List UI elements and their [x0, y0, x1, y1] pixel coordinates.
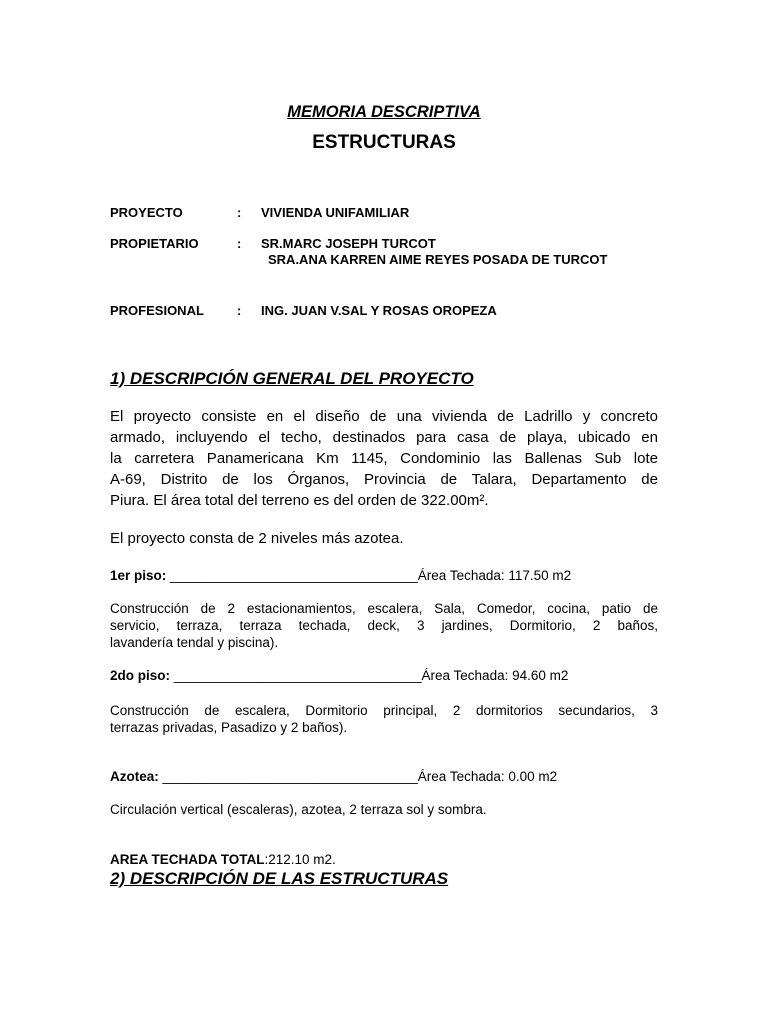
professional-label: PROFESIONAL [110, 303, 204, 318]
total-area-value: :212.10 m2. [264, 852, 336, 867]
description-line: Construcción de 2 estacionamientos, escalera, Sala, Comedor, cocina, patio de [110, 601, 658, 616]
paragraph-line: armado, incluyendo el techo, destinados para casa de playa, ubicado en [110, 429, 658, 446]
project-value: VIVIENDA UNIFAMILIAR [261, 205, 410, 220]
owner-value-1: SR.MARC JOSEPH TURCOT [261, 236, 436, 251]
project-label: PROYECTO [110, 205, 183, 220]
floor-2-row [110, 668, 568, 683]
section-1-title: 1) DESCRIPCIÓN GENERAL DEL PROYECTO [110, 369, 474, 388]
roof-row [110, 769, 557, 784]
roof-area: __________________________________Área Techada: 0.00 m2 [158, 769, 558, 784]
levels-text: El proyecto consta de 2 niveles más azotea. [110, 530, 404, 547]
owner-label: PROPIETARIO [110, 236, 199, 251]
owner-colon: : [237, 236, 242, 251]
paragraph-line: A-69, Distrito de los Órganos, Provincia de Talara, Departamento de [110, 471, 658, 488]
description-line: Construcción de escalera, Dormitorio principal, 2 dormitorios secundarios, 3 [110, 703, 658, 718]
floor-1-row [110, 568, 571, 583]
document-subtitle: ESTRUCTURAS [312, 132, 456, 153]
floor-1-area: _________________________________Área Techada: 117.50 m2 [166, 568, 572, 583]
project-colon: : [237, 205, 242, 220]
roof-description: Circulación vertical (escaleras), azotea, 2 terraza sol y sombra. [110, 802, 487, 817]
floor-2-area: _________________________________Área Techada: 94.60 m2 [170, 668, 569, 683]
section-1-paragraph [110, 406, 658, 511]
total-area-row [110, 852, 336, 867]
floor-2-label: 2do piso: [110, 668, 170, 683]
professional-colon: : [237, 303, 242, 318]
paragraph-line: Piura. El área total del terreno es del orden de 322.00m². [110, 492, 489, 509]
floor-2-description [110, 702, 658, 736]
floor-1-label: 1er piso: [110, 568, 167, 583]
paragraph-line: El proyecto consiste en el diseño de una vivienda de Ladrillo y concreto [110, 408, 658, 425]
owner-value-2: SRA.ANA KARREN AIME REYES POSADA DE TURCOT [268, 252, 608, 267]
document-title: MEMORIA DESCRIPTIVA [287, 103, 481, 121]
professional-value: ING. JUAN V.SAL Y ROSAS OROPEZA [261, 303, 497, 318]
description-line: terrazas privadas, Pasadizo y 2 baños). [110, 720, 348, 735]
roof-label: Azotea: [110, 769, 159, 784]
paragraph-line: la carretera Panamericana Km 1145, Condominio las Ballenas Sub lote [110, 450, 658, 467]
section-2-title: 2) DESCRIPCIÓN DE LAS ESTRUCTURAS [110, 869, 449, 888]
total-area-label: AREA TECHADA TOTAL [110, 852, 265, 867]
description-line: lavandería tendal y piscina). [110, 635, 279, 650]
floor-1-description [110, 600, 658, 651]
description-line: servicio, terraza, terraza techada, deck, 3 jardines, Dormitorio, 2 baños, [110, 618, 658, 633]
